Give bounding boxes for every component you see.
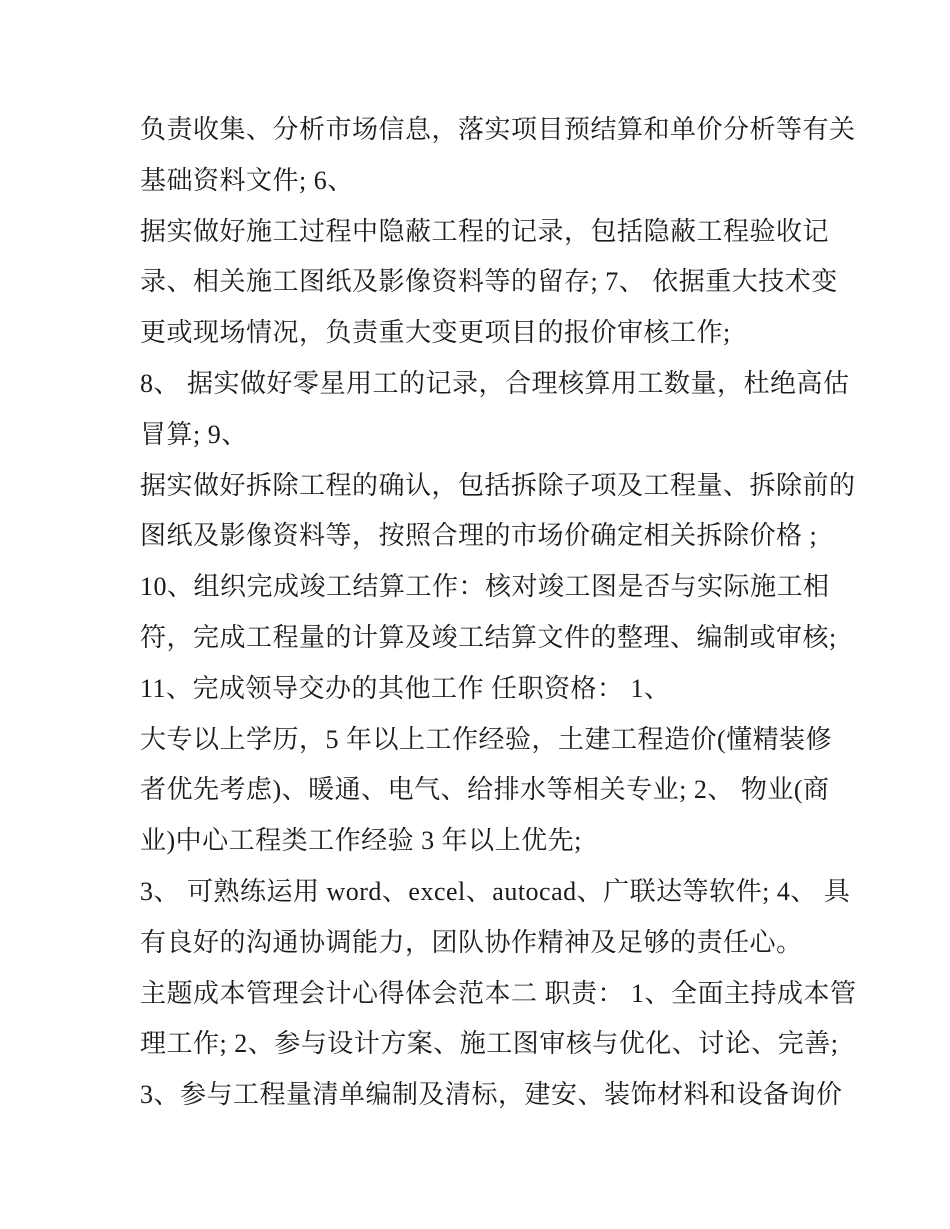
text-line: 符，完成工程量的计算及竣工结算文件的整理、编制或审核; (140, 623, 837, 652)
text-line: 冒算; 9、 (140, 419, 248, 449)
text-line: 11、完成领导交办的其他工作 任职资格： 1、 (140, 673, 671, 703)
text-line: 3、参与工程量清单编制及清标，建安、装饰材料和设备询价 (140, 1080, 843, 1110)
text-line: 业)中心工程类工作经验 3 年以上优先; (140, 826, 582, 856)
text-line: 图纸及影像资料等，按照合理的市场价确定相关拆除价格 ; (140, 521, 818, 551)
text-line: 更或现场情况，负责重大变更项目的报价审核工作; (140, 318, 731, 348)
text-line: 3、 可熟练运用 word、excel、autocad、广联达等软件; 4、 具 (140, 877, 851, 906)
text-line: 据实做好施工过程中隐蔽工程的记录，包括隐蔽工程验收记 (140, 216, 830, 246)
text-line: 理工作; 2、参与设计方案、施工图审核与优化、讨论、完善; (140, 1029, 839, 1059)
text-line: 基础资料文件; 6、 (140, 165, 354, 195)
text-line: 录、相关施工图纸及影像资料等的留存; 7、 依据重大技术变 (140, 267, 838, 297)
text-line: 负责收集、分析市场信息，落实项目预结算和单价分析等有关 (140, 115, 856, 144)
text-line: 10、组织完成竣工结算工作：核对竣工图是否与实际施工相 (140, 572, 830, 602)
text-line: 8、 据实做好零星用工的记录，合理核算用工数量，杜绝高估 (140, 369, 850, 398)
text-line: 有良好的沟通协调能力，团队协作精神及足够的责任心。 (140, 927, 803, 957)
text-line: 据实做好拆除工程的确认，包括拆除子项及工程量、拆除前的 (140, 470, 856, 500)
text-line: 大专以上学历，5 年以上工作经验，土建工程造价(懂精装修 (140, 724, 833, 754)
text-line: 主题成本管理会计心得体会范本二 职责： 1、全面主持成本管 (140, 978, 857, 1008)
text-line: 者优先考虑)、暖通、电气、给排水等相关专业; 2、 物业(商 (140, 775, 830, 805)
